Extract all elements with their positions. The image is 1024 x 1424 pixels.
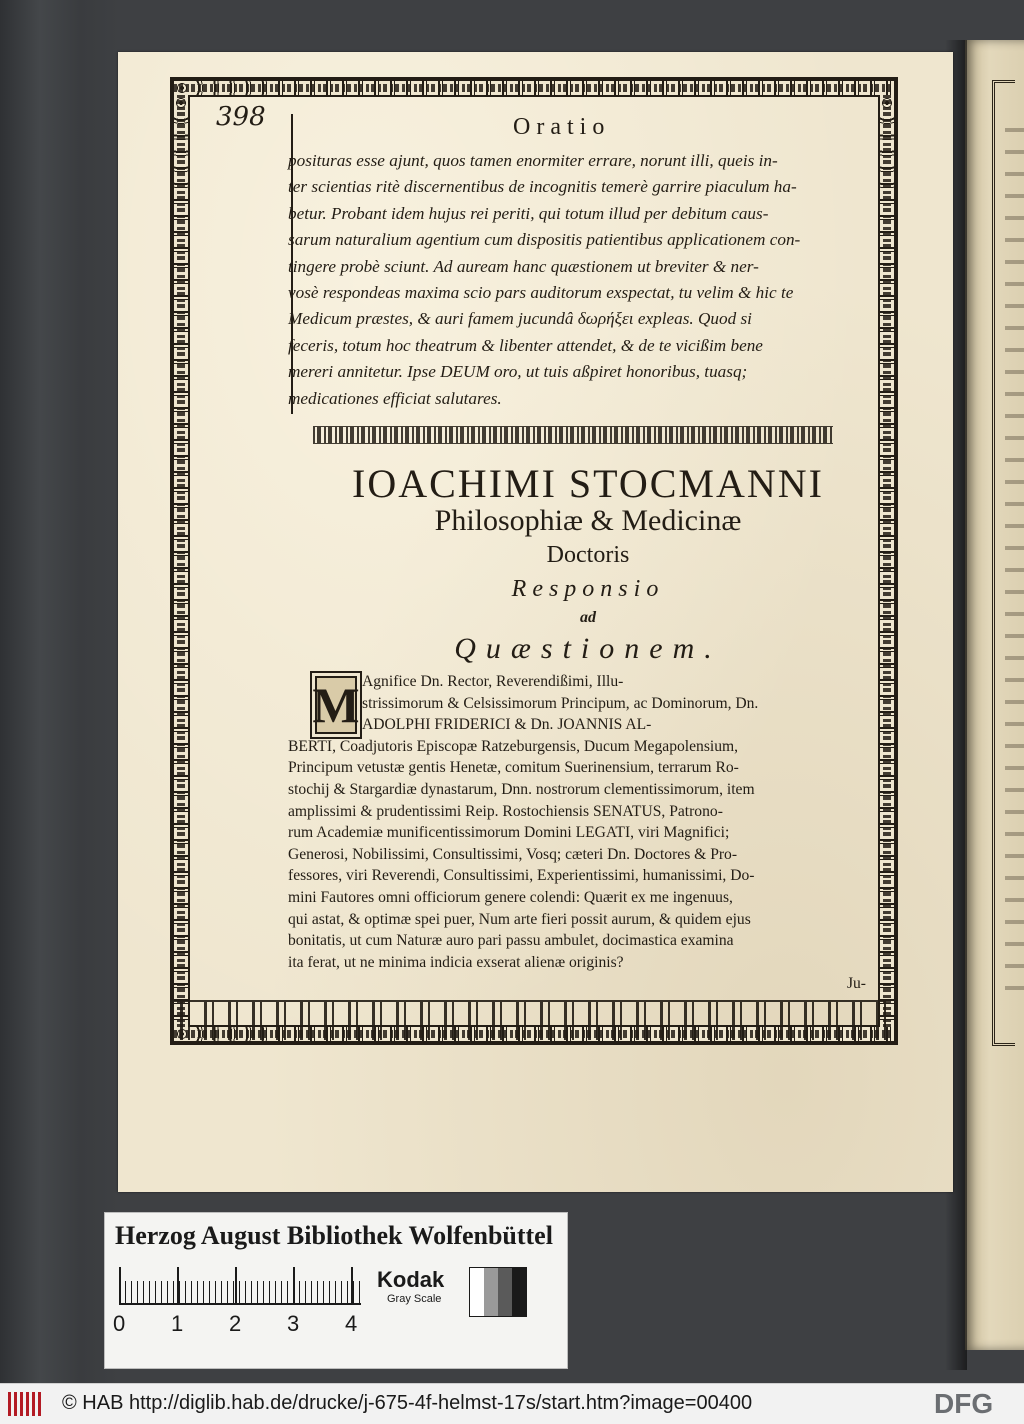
section-connector: ad [580, 609, 596, 626]
facing-page-text [1005, 110, 1024, 990]
text-line: Agnifice Dn. Rector, Reverendißimi, Illu- [362, 673, 624, 690]
folio-number: 398 [216, 102, 266, 132]
ruler-label: 3 [287, 1311, 300, 1336]
text-line: medicationes efficiat salutares. [288, 388, 502, 408]
text-line: BERTI, Coadjutoris Episcopæ Ratzeburgensis, Ducum Megapolensium, [288, 737, 739, 755]
running-head: Oratio [513, 114, 611, 140]
section-heading: Responsio [511, 576, 665, 602]
book-page [118, 52, 953, 1192]
ornamental-divider [313, 426, 833, 444]
gray-swatches [469, 1267, 527, 1317]
text-line: amplissimi & prudentissimi Reip. Rostochiensis SENATUS, Patrono- [288, 802, 723, 820]
text-line: posituras esse ajunt, quos tamen enormiter errare, norunt illi, queis in- [288, 151, 778, 170]
text-line: Principum vetustæ gentis Henetæ, comitum Suerinensium, terrarum Ro- [288, 759, 739, 777]
text-line: ADOLPHI FRIDERICI & Dn. JOANNIS AL- [362, 716, 652, 734]
text-line: ter scientias ritè discernentibus de incognitis temerè garrire piaculum ha- [288, 177, 797, 197]
text-line: tingere probè sciunt. Ad auream hanc quæstionem ut breviter & ner- [288, 256, 759, 276]
ruler-label: 4 [345, 1311, 358, 1336]
frame-chain-left [177, 95, 185, 1027]
hab-logo-icon [8, 1392, 44, 1416]
responsio-text [288, 671, 866, 995]
frame-chain-right [883, 95, 891, 1027]
gray-scale-card [104, 1212, 568, 1369]
gray-swatch [484, 1268, 498, 1316]
section-subject: Quæstionem. [454, 632, 722, 665]
ruler-major-tick [293, 1267, 295, 1303]
ruler-label: 2 [229, 1311, 242, 1336]
ruler-major-tick [351, 1267, 353, 1303]
ruler-major-tick [177, 1267, 179, 1303]
catchword: Ju- [846, 975, 866, 993]
library-name: Herzog August Bibliothek Wolfenbüttel [115, 1221, 553, 1250]
ruler-scale [119, 1267, 361, 1305]
author-name: IOACHIMI STOCMANNI [352, 461, 824, 506]
footer-bar [0, 1383, 1024, 1424]
gray-swatch [470, 1268, 484, 1316]
oratio-text [288, 148, 868, 412]
text-line: Medicum præstes, & auri famem jucundâ δωρήξει expleas. Quod si [288, 309, 752, 329]
ruler-major-tick [119, 1267, 121, 1303]
gray-swatch [512, 1268, 526, 1316]
text-line: mini Fautores omni officiorum genere colendi: Quærit ex me ingenuus, [288, 888, 733, 906]
text-line: feceris, totum hoc theatrum & libenter attendet, & de te vicißim bene [288, 335, 763, 355]
kodak-subtitle: Gray Scale [387, 1293, 442, 1305]
text-line: Generosi, Nobilissimi, Consultissimi, Vosq; cæteri Dn. Doctores & Pro- [288, 845, 738, 863]
dfg-logo: DFG [934, 1388, 994, 1419]
kodak-logo: Kodak [377, 1267, 445, 1292]
author-title: Philosophiæ & Medicinæ [434, 504, 742, 537]
text-line: mereri annitetur. Ipse DEUM oro, ut tuis aßpiret honoribus, tuasq; [288, 362, 748, 382]
frame-chain-top [174, 84, 894, 92]
gray-swatch [498, 1268, 512, 1316]
text-line: betur. Probant idem hujus rei periti, qui totum illud per debitum caus- [288, 203, 769, 223]
text-line: ita ferat, ut ne minima indicia exserat alienæ originis? [288, 953, 624, 971]
bottom-ornament [174, 1000, 886, 1040]
text-line: rum Academiæ munificentissimorum Domini LEGATI, viri Magnifici; [288, 824, 730, 842]
ruler-label: 1 [171, 1311, 184, 1336]
drop-cap-initial: M [310, 671, 362, 739]
footer-citation[interactable]: © HAB http://diglib.hab.de/drucke/j-675-4f-helmst-17s/start.htm?image=00400 [62, 1392, 753, 1414]
text-line: sarum naturalium agentium cum dispositis patientibus applicationem con- [288, 230, 801, 250]
ruler-major-tick [235, 1267, 237, 1303]
text-line: fessores, viri Reverendi, Consultissimi, Experientissimi, humanissimi, Do- [288, 867, 755, 885]
ruler-label: 0 [113, 1311, 126, 1336]
text-line: vosè respondeas maxima scio pars auditorum exspectat, tu velim & hic te [288, 283, 794, 303]
text-line: bonitatis, ut cum Naturæ auro pari passu ambulet, docimastica examina [288, 932, 734, 950]
text-line: qui astat, & optimæ spei puer, Num arte fieri possit aurum, & quidem ejus [288, 910, 751, 928]
author-degree: Doctoris [546, 542, 630, 568]
text-line: strissimorum & Celsissimorum Principum, ac Dominorum, Dn. [362, 694, 759, 712]
text-line: stochij & Stargardiæ dynastarum, Dnn. nostrorum clementissimorum, item [288, 780, 755, 798]
